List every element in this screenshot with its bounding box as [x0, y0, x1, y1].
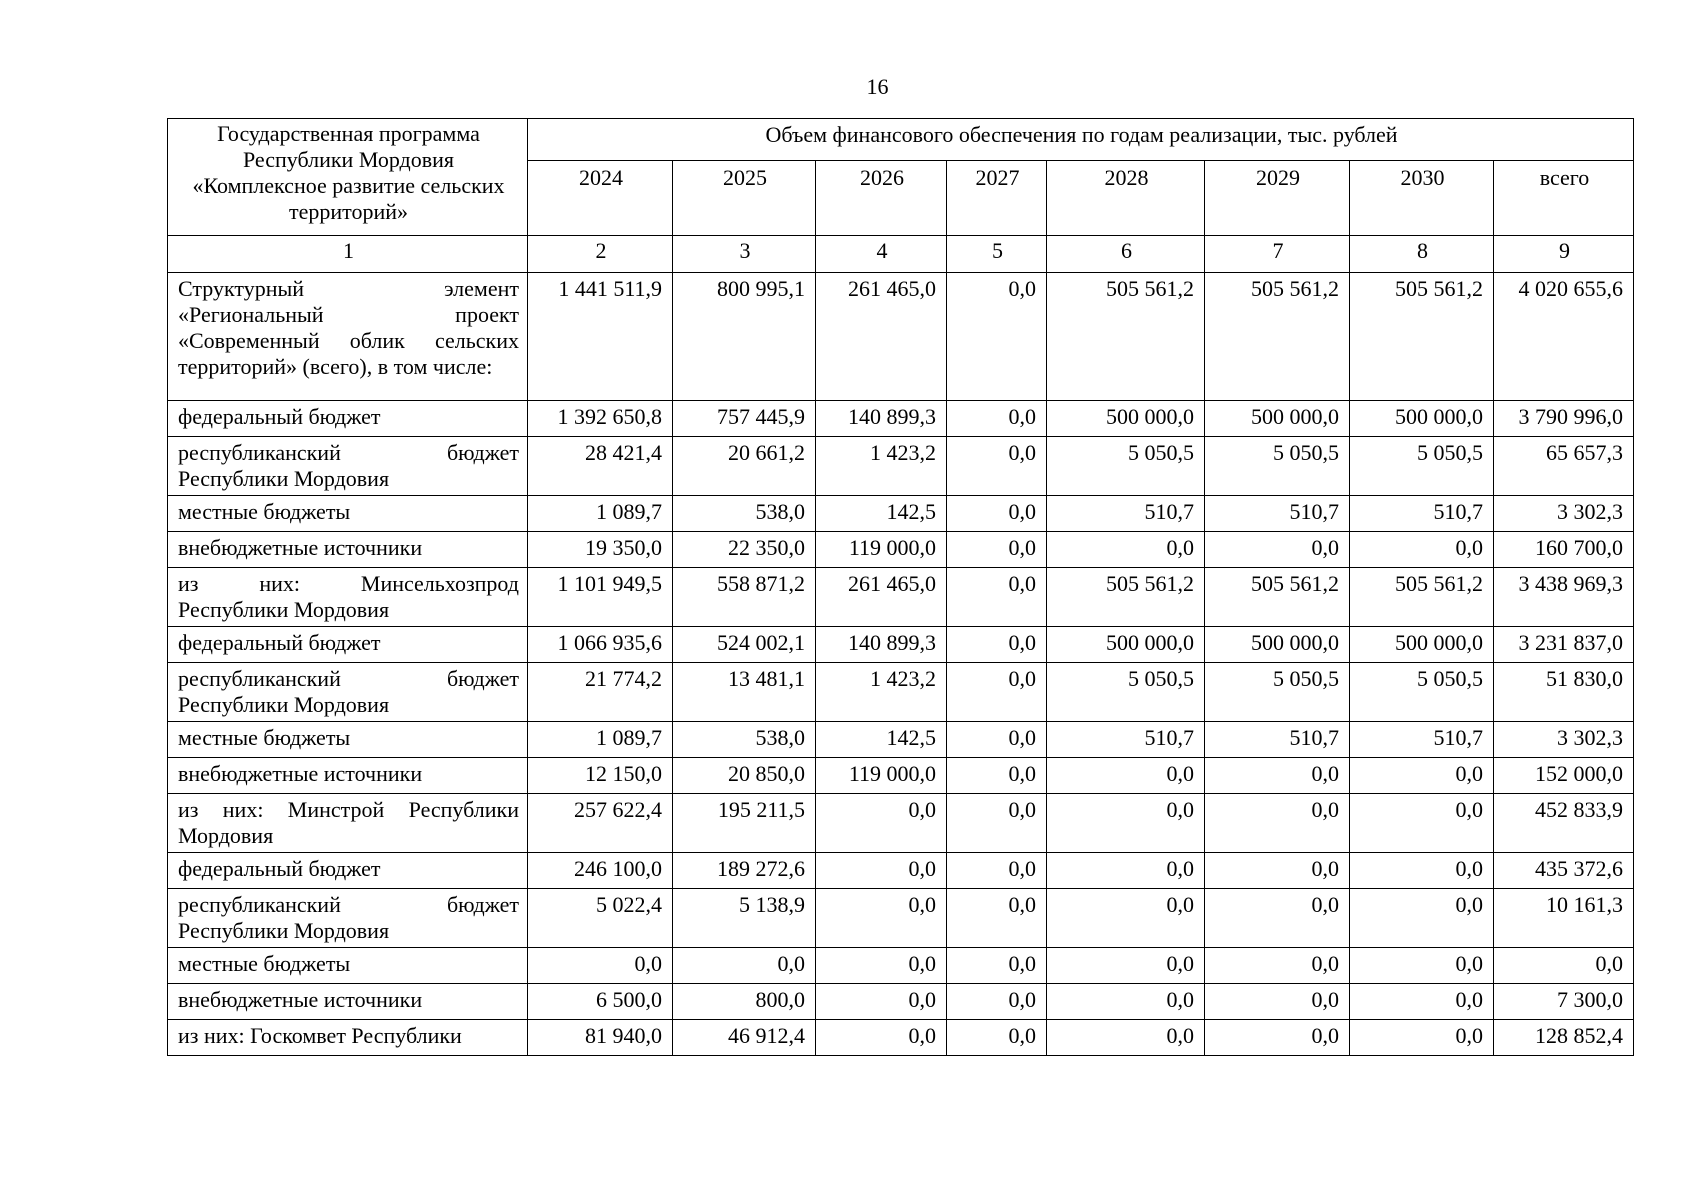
year-value-cell: 5 050,5	[1350, 437, 1494, 496]
total-value-cell: 152 000,0	[1494, 758, 1634, 794]
total-value-cell: 3 231 837,0	[1494, 627, 1634, 663]
total-value-cell: 160 700,0	[1494, 532, 1634, 568]
year-value-cell: 0,0	[947, 1020, 1047, 1056]
year-value-cell: 0,0	[947, 758, 1047, 794]
column-number: 9	[1494, 236, 1634, 273]
row-label: местные бюджеты	[168, 722, 528, 758]
row-label: республиканский бюджет Республики Мордовия	[168, 437, 528, 496]
year-value-cell: 0,0	[1350, 758, 1494, 794]
table-row	[168, 948, 1634, 984]
total-value-cell: 4 020 655,6	[1494, 273, 1634, 401]
year-value-cell: 5 050,5	[1047, 437, 1205, 496]
year-value-cell: 0,0	[947, 722, 1047, 758]
year-value-cell: 5 050,5	[1047, 663, 1205, 722]
year-value-cell: 0,0	[947, 794, 1047, 853]
year-value-cell: 261 465,0	[816, 568, 947, 627]
year-value-cell: 510,7	[1350, 496, 1494, 532]
financing-group-header: Объем финансового обеспечения по годам реализации, тыс. рублей	[528, 119, 1634, 161]
year-value-cell: 0,0	[816, 984, 947, 1020]
year-value-cell: 538,0	[673, 722, 816, 758]
year-value-cell: 558 871,2	[673, 568, 816, 627]
column-number: 2	[528, 236, 673, 273]
column-number: 6	[1047, 236, 1205, 273]
year-value-cell: 0,0	[1350, 532, 1494, 568]
year-value-cell: 505 561,2	[1047, 273, 1205, 401]
year-value-cell: 524 002,1	[673, 627, 816, 663]
year-value-cell: 0,0	[947, 948, 1047, 984]
year-value-cell: 19 350,0	[528, 532, 673, 568]
year-value-cell: 5 050,5	[1205, 437, 1350, 496]
row-label: федеральный бюджет	[168, 627, 528, 663]
year-value-cell: 0,0	[816, 1020, 947, 1056]
year-value-cell: 505 561,2	[1205, 568, 1350, 627]
year-header: 2028	[1047, 161, 1205, 236]
table-row	[168, 889, 1634, 948]
header-row-top	[168, 119, 1634, 161]
row-label: Структурный элемент «Региональный проект «Современный облик сельских территорий» (всего), в том числе:	[168, 273, 528, 401]
year-value-cell: 0,0	[1047, 794, 1205, 853]
total-value-cell: 128 852,4	[1494, 1020, 1634, 1056]
year-value-cell: 1 066 935,6	[528, 627, 673, 663]
row-label: из них: Минстрой Республики Мордовия	[168, 794, 528, 853]
year-value-cell: 0,0	[1047, 853, 1205, 889]
total-value-cell: 65 657,3	[1494, 437, 1634, 496]
year-value-cell: 1 089,7	[528, 496, 673, 532]
column-number: 1	[168, 236, 528, 273]
total-value-cell: 3 438 969,3	[1494, 568, 1634, 627]
year-value-cell: 140 899,3	[816, 627, 947, 663]
row-label: из них: Минсельхозпрод Республики Мордовия	[168, 568, 528, 627]
year-value-cell: 1 392 650,8	[528, 401, 673, 437]
table-row	[168, 794, 1634, 853]
year-value-cell: 0,0	[947, 889, 1047, 948]
row-label: республиканский бюджет Республики Мордовия	[168, 663, 528, 722]
table-row	[168, 273, 1634, 401]
total-value-cell: 3 302,3	[1494, 722, 1634, 758]
year-value-cell: 0,0	[947, 532, 1047, 568]
table-row	[168, 627, 1634, 663]
column-number: 5	[947, 236, 1047, 273]
year-value-cell: 0,0	[1350, 794, 1494, 853]
total-value-cell: 3 790 996,0	[1494, 401, 1634, 437]
year-value-cell: 505 561,2	[1350, 568, 1494, 627]
year-value-cell: 1 441 511,9	[528, 273, 673, 401]
total-value-cell: 7 300,0	[1494, 984, 1634, 1020]
table-row	[168, 853, 1634, 889]
year-value-cell: 500 000,0	[1205, 627, 1350, 663]
row-label: внебюджетные источники	[168, 984, 528, 1020]
column-number: 3	[673, 236, 816, 273]
total-value-cell: 10 161,3	[1494, 889, 1634, 948]
year-header: 2025	[673, 161, 816, 236]
row-label: внебюджетные источники	[168, 532, 528, 568]
year-value-cell: 195 211,5	[673, 794, 816, 853]
year-value-cell: 119 000,0	[816, 758, 947, 794]
year-value-cell: 142,5	[816, 496, 947, 532]
year-value-cell: 0,0	[1205, 948, 1350, 984]
total-value-cell: 0,0	[1494, 948, 1634, 984]
year-value-cell: 0,0	[816, 794, 947, 853]
year-value-cell: 500 000,0	[1047, 401, 1205, 437]
year-value-cell: 500 000,0	[1350, 401, 1494, 437]
row-label: местные бюджеты	[168, 948, 528, 984]
year-value-cell: 0,0	[1205, 889, 1350, 948]
year-value-cell: 0,0	[816, 853, 947, 889]
year-value-cell: 0,0	[947, 568, 1047, 627]
year-value-cell: 0,0	[1047, 984, 1205, 1020]
table-row	[168, 401, 1634, 437]
year-header: 2024	[528, 161, 673, 236]
year-value-cell: 1 423,2	[816, 437, 947, 496]
year-value-cell: 505 561,2	[1205, 273, 1350, 401]
table-row	[168, 532, 1634, 568]
year-value-cell: 800,0	[673, 984, 816, 1020]
total-value-cell: 51 830,0	[1494, 663, 1634, 722]
year-header: 2027	[947, 161, 1047, 236]
year-value-cell: 0,0	[947, 273, 1047, 401]
year-value-cell: 0,0	[1047, 532, 1205, 568]
year-value-cell: 0,0	[528, 948, 673, 984]
year-value-cell: 0,0	[673, 948, 816, 984]
year-value-cell: 800 995,1	[673, 273, 816, 401]
year-value-cell: 20 850,0	[673, 758, 816, 794]
year-value-cell: 257 622,4	[528, 794, 673, 853]
table-row	[168, 663, 1634, 722]
year-value-cell: 0,0	[1205, 1020, 1350, 1056]
page-number: 16	[866, 74, 889, 99]
year-value-cell: 5 022,4	[528, 889, 673, 948]
year-value-cell: 0,0	[1205, 853, 1350, 889]
year-value-cell: 46 912,4	[673, 1020, 816, 1056]
year-value-cell: 5 138,9	[673, 889, 816, 948]
year-value-cell: 500 000,0	[1205, 401, 1350, 437]
row-label: местные бюджеты	[168, 496, 528, 532]
year-value-cell: 0,0	[1047, 889, 1205, 948]
year-value-cell: 0,0	[1205, 532, 1350, 568]
row-label: федеральный бюджет	[168, 401, 528, 437]
year-value-cell: 22 350,0	[673, 532, 816, 568]
year-value-cell: 119 000,0	[816, 532, 947, 568]
year-value-cell: 246 100,0	[528, 853, 673, 889]
year-value-cell: 261 465,0	[816, 273, 947, 401]
year-value-cell: 500 000,0	[1350, 627, 1494, 663]
year-value-cell: 0,0	[947, 437, 1047, 496]
table-row	[168, 1020, 1634, 1056]
year-value-cell: 1 089,7	[528, 722, 673, 758]
year-value-cell: 510,7	[1047, 496, 1205, 532]
table-row	[168, 496, 1634, 532]
year-value-cell: 0,0	[947, 627, 1047, 663]
row-label: из них: Госкомвет Республики	[168, 1020, 528, 1056]
year-value-cell: 757 445,9	[673, 401, 816, 437]
year-value-cell: 0,0	[947, 401, 1047, 437]
year-value-cell: 0,0	[1350, 984, 1494, 1020]
total-value-cell: 3 302,3	[1494, 496, 1634, 532]
year-value-cell: 0,0	[1350, 948, 1494, 984]
total-value-cell: 435 372,6	[1494, 853, 1634, 889]
year-value-cell: 0,0	[1350, 889, 1494, 948]
year-value-cell: 20 661,2	[673, 437, 816, 496]
year-value-cell: 0,0	[1205, 984, 1350, 1020]
year-value-cell: 142,5	[816, 722, 947, 758]
year-value-cell: 0,0	[1350, 853, 1494, 889]
year-value-cell: 510,7	[1205, 722, 1350, 758]
year-value-cell: 0,0	[1350, 1020, 1494, 1056]
year-value-cell: 510,7	[1205, 496, 1350, 532]
year-value-cell: 5 050,5	[1350, 663, 1494, 722]
year-value-cell: 0,0	[1205, 758, 1350, 794]
year-value-cell: 0,0	[816, 948, 947, 984]
year-value-cell: 0,0	[816, 889, 947, 948]
financing-table	[167, 118, 1634, 1056]
year-value-cell: 0,0	[1047, 758, 1205, 794]
year-value-cell: 500 000,0	[1047, 627, 1205, 663]
year-value-cell: 21 774,2	[528, 663, 673, 722]
year-value-cell: 1 101 949,5	[528, 568, 673, 627]
total-header: всего	[1494, 161, 1634, 236]
row-label: внебюджетные источники	[168, 758, 528, 794]
year-value-cell: 189 272,6	[673, 853, 816, 889]
year-value-cell: 6 500,0	[528, 984, 673, 1020]
column-number: 8	[1350, 236, 1494, 273]
year-value-cell: 538,0	[673, 496, 816, 532]
year-header: 2026	[816, 161, 947, 236]
year-value-cell: 5 050,5	[1205, 663, 1350, 722]
year-value-cell: 81 940,0	[528, 1020, 673, 1056]
year-value-cell: 0,0	[1205, 794, 1350, 853]
table-row	[168, 437, 1634, 496]
column-number: 7	[1205, 236, 1350, 273]
year-value-cell: 1 423,2	[816, 663, 947, 722]
table-row	[168, 568, 1634, 627]
year-value-cell: 0,0	[947, 853, 1047, 889]
table-row	[168, 722, 1634, 758]
year-value-cell: 13 481,1	[673, 663, 816, 722]
row-label: федеральный бюджет	[168, 853, 528, 889]
year-value-cell: 0,0	[947, 663, 1047, 722]
year-value-cell: 510,7	[1350, 722, 1494, 758]
year-value-cell: 12 150,0	[528, 758, 673, 794]
year-value-cell: 0,0	[947, 496, 1047, 532]
year-value-cell: 510,7	[1047, 722, 1205, 758]
year-value-cell: 505 561,2	[1047, 568, 1205, 627]
year-value-cell: 505 561,2	[1350, 273, 1494, 401]
year-value-cell: 0,0	[1047, 1020, 1205, 1056]
program-header: Государственная программа Республики Мордовия «Комплексное развитие сельских территорий»	[168, 119, 528, 236]
year-value-cell: 28 421,4	[528, 437, 673, 496]
row-label: республиканский бюджет Республики Мордовия	[168, 889, 528, 948]
table-row	[168, 984, 1634, 1020]
column-number: 4	[816, 236, 947, 273]
year-value-cell: 140 899,3	[816, 401, 947, 437]
table-row	[168, 758, 1634, 794]
year-header: 2029	[1205, 161, 1350, 236]
year-value-cell: 0,0	[1047, 948, 1205, 984]
year-header: 2030	[1350, 161, 1494, 236]
total-value-cell: 452 833,9	[1494, 794, 1634, 853]
year-value-cell: 0,0	[947, 984, 1047, 1020]
column-number-row	[168, 236, 1634, 273]
